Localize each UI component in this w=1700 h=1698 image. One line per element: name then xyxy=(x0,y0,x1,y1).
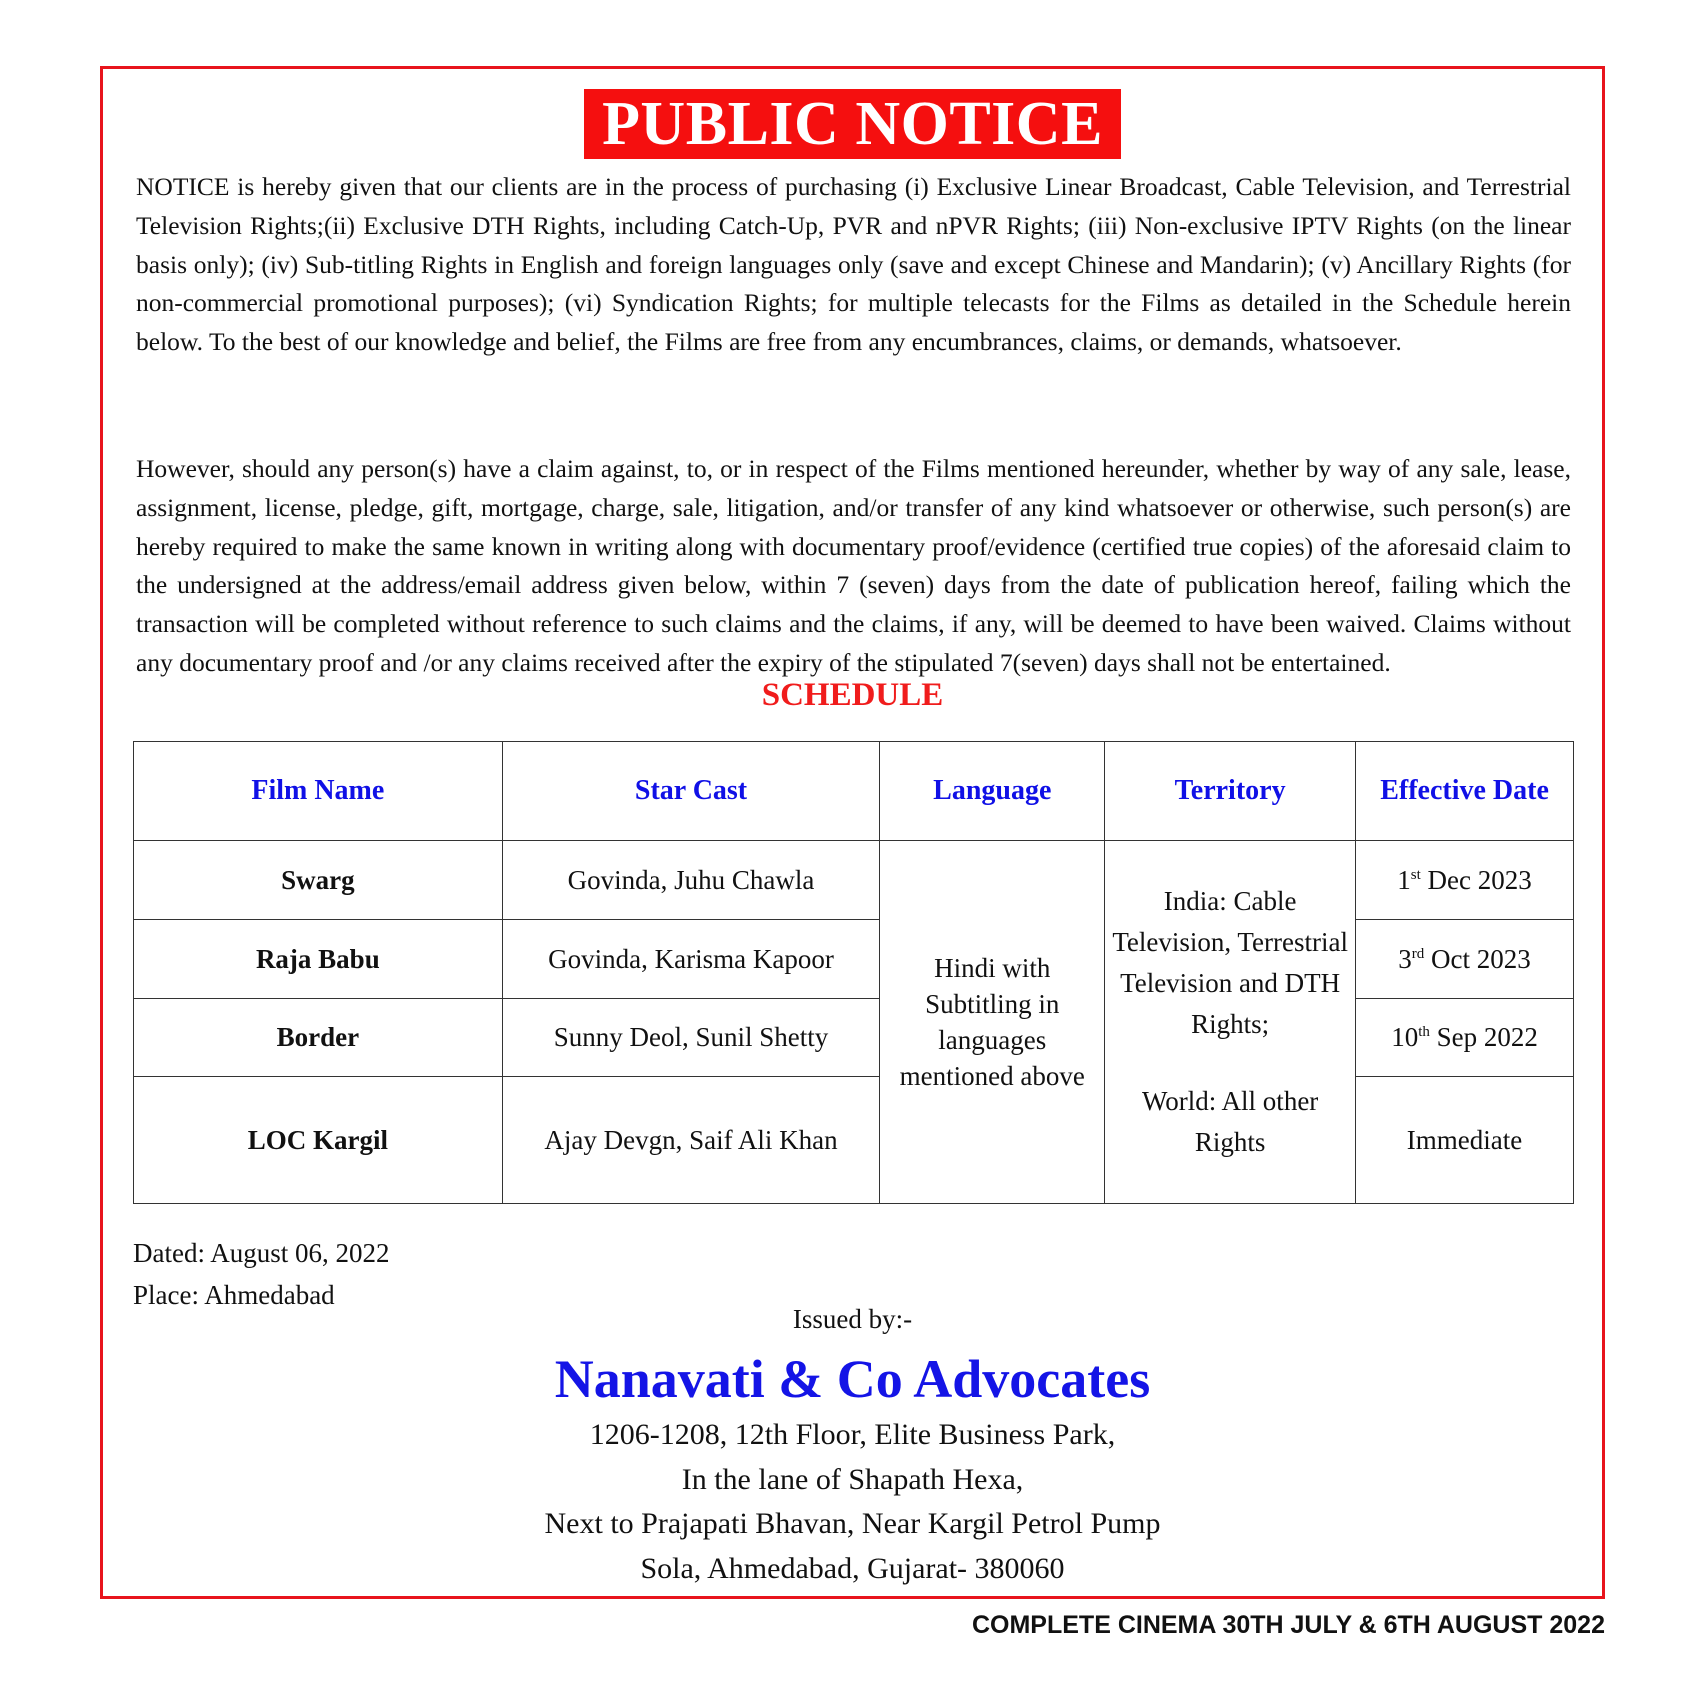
effective-date-cell xyxy=(1356,841,1574,920)
date-rest: Sep 2022 xyxy=(1429,1022,1538,1052)
issued-by-label: Issued by:- xyxy=(792,1304,913,1334)
film-name-cell: Swarg xyxy=(134,841,503,920)
address-line-4: Sola, Ahmedabad, Gujarat- 380060 xyxy=(640,1552,1065,1585)
date-rest: Dec 2023 xyxy=(1420,864,1532,895)
date-day: 3 xyxy=(1398,943,1412,974)
header-star-cast: Star Cast xyxy=(502,742,880,841)
date-suffix: th xyxy=(1418,1024,1430,1040)
territory-world: World: All other Rights xyxy=(1141,1086,1319,1157)
schedule-title: SCHEDULE xyxy=(761,677,944,713)
table-row xyxy=(134,841,1574,920)
date-rest: Oct 2023 xyxy=(1424,943,1531,974)
film-name-cell: LOC Kargil xyxy=(134,1077,503,1204)
date-suffix: rd xyxy=(1411,945,1425,962)
effective-date-cell: Immediate xyxy=(1356,1077,1574,1204)
star-cast-cell: Govinda, Juhu Chawla xyxy=(502,841,880,920)
film-name-cell: Raja Babu xyxy=(134,920,503,999)
territory-cell xyxy=(1105,841,1356,1204)
dated-line: Dated: August 06, 2022 xyxy=(133,1238,390,1268)
date-day: 10 xyxy=(1391,1022,1419,1052)
address-line-2: In the lane of Shapath Hexa, xyxy=(681,1463,1024,1496)
effective-date-cell xyxy=(1356,999,1574,1077)
header-language: Language xyxy=(880,742,1105,841)
header-film-name: Film Name xyxy=(134,742,503,841)
star-cast-cell: Ajay Devgn, Saif Ali Khan xyxy=(502,1077,880,1204)
language-cell: Hindi with Subtitling in languages mentioned above xyxy=(880,841,1105,1204)
header-territory: Territory xyxy=(1105,742,1356,841)
film-name-cell: Border xyxy=(134,999,503,1077)
header-effective-date: Effective Date xyxy=(1356,742,1574,841)
date-suffix: st xyxy=(1410,866,1421,883)
table-row xyxy=(134,1077,1574,1204)
table-row xyxy=(134,999,1574,1077)
address-line-3: Next to Prajapati Bhavan, Near Kargil Petrol Pump xyxy=(544,1507,1161,1540)
firm-name: Nanavati & Co Advocates xyxy=(554,1349,1151,1409)
effective-date-cell xyxy=(1356,920,1574,999)
notice-frame xyxy=(100,66,1605,1599)
publication-footer: COMPLETE CINEMA 30TH JULY & 6TH AUGUST 2022 xyxy=(971,1611,1605,1639)
notice-paragraph-2: However, should any person(s) have a claim against, to, or in respect of the Films mentioned hereunder, whether by way of any sale, lease, assignment, license, pledge, gift, mortgage, charge, sale, litigation, and/or transfer of any kind whatsoever or otherwise, such person(s) are hereby required to make the same known in writing along with documentary proof/evidence (certified true copies) of the aforesaid claim to the undersigned at the address/email address given below, within 7 (seven) days from the date of publication hereof, failing which the transaction will be completed without reference to such claims and the claims, if any, will be deemed to have been waived. Claims without any documentary proof and /or any claims received after the expiry of the stipulated 7(seven) days shall not be entertained. xyxy=(136,454,1571,677)
notice-title: PUBLIC NOTICE xyxy=(584,89,1121,159)
table-row xyxy=(134,920,1574,999)
place-line: Place: Ahmedabad xyxy=(133,1280,335,1310)
territory-india: India: Cable Television, Terrestrial Television and DTH Rights; xyxy=(1112,886,1348,1039)
title-wrapper xyxy=(103,89,1602,159)
star-cast-cell: Govinda, Karisma Kapoor xyxy=(502,920,880,999)
star-cast-cell: Sunny Deol, Sunil Shetty xyxy=(502,999,880,1077)
schedule-table xyxy=(133,741,1574,1204)
table-header-row xyxy=(134,742,1574,841)
date-day: 1 xyxy=(1397,864,1411,895)
notice-paragraph-1: NOTICE is hereby given that our clients are in the process of purchasing (i) Exclusive Linear Broadcast, Cable Television, and Terrestrial Television Rights;(ii) Exclusive DTH Rights, including Catch-Up, PVR and nPVR Rights; (iii) Non-exclusive IPTV Rights (on the linear basis only); (iv) Sub-titling Rights in English and foreign languages only (save and except Chinese and Mandarin); (v) Ancillary Rights (for non-commercial promotional purposes); (vi) Syndication Rights; for multiple telecasts for the Films as detailed in the Schedule herein below. To the best of our knowledge and belief, the Films are free from any encumbrances, claims, or demands, whatsoever. xyxy=(136,172,1571,357)
address-line-1: 1206-1208, 12th Floor, Elite Business Park, xyxy=(589,1418,1116,1451)
